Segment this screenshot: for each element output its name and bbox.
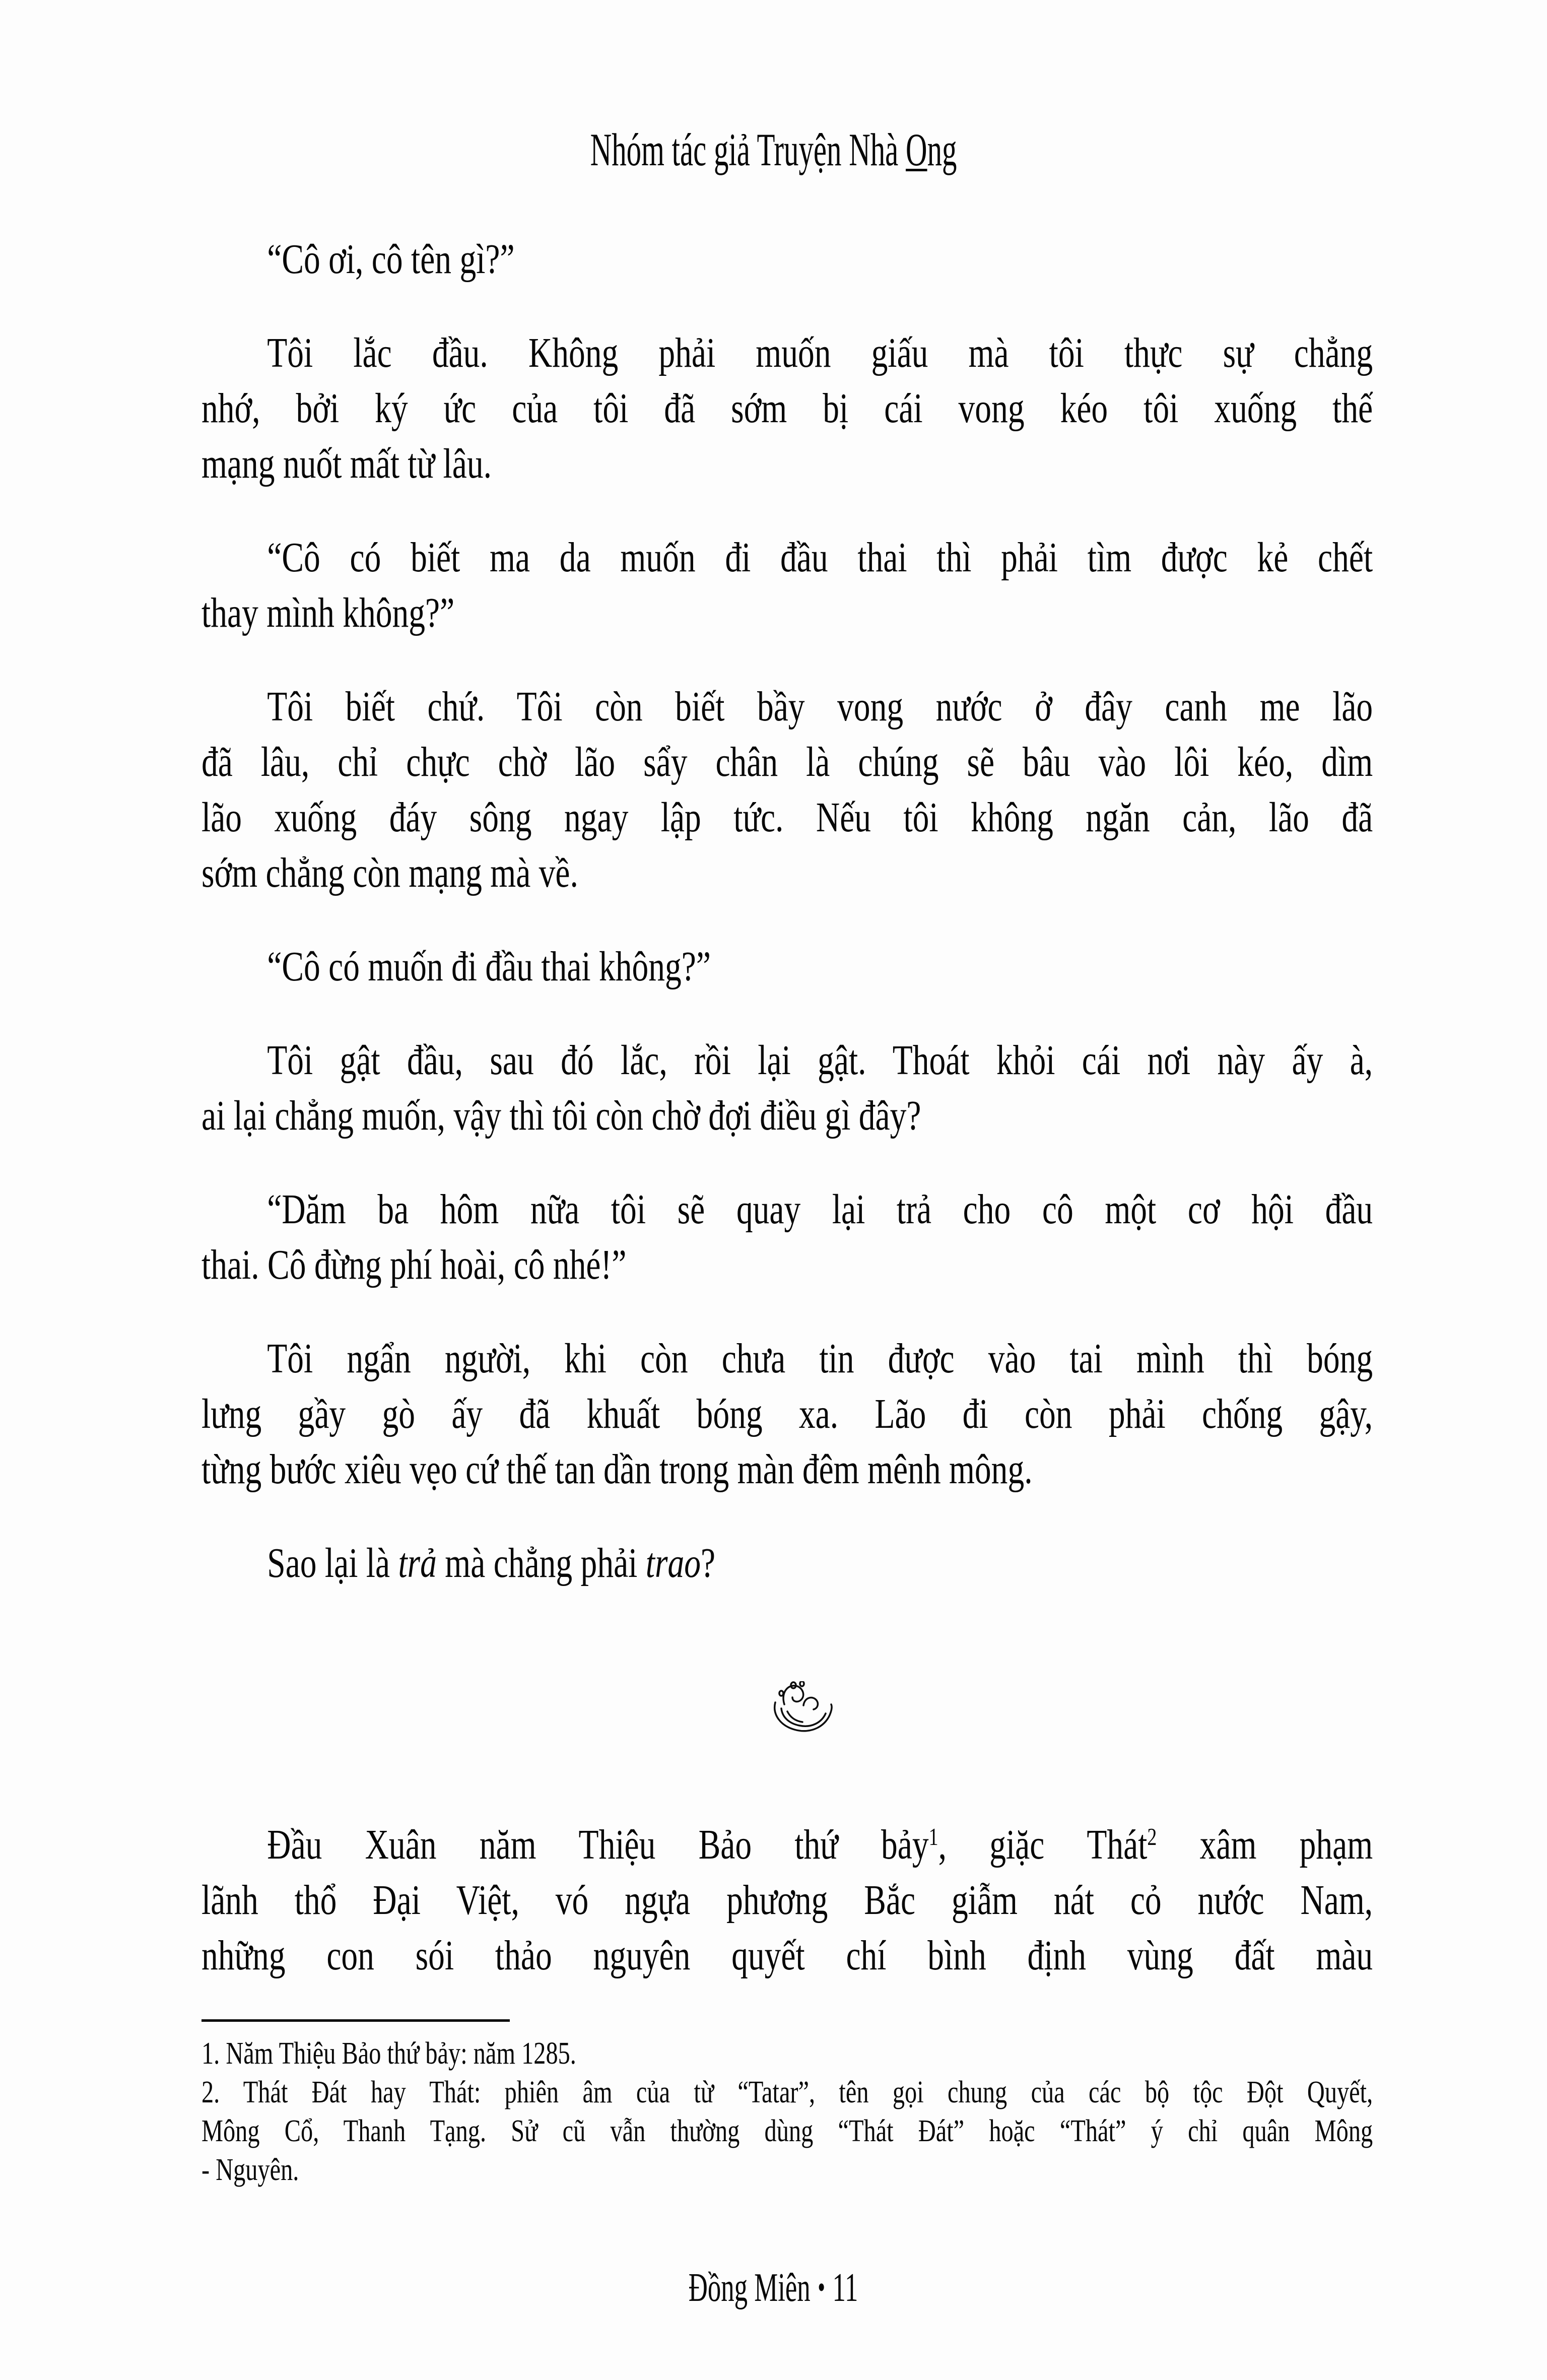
text-line: 1. Năm Thiệu Bảo thứ bảy: năm 1285. — [201, 2036, 576, 2071]
paragraph — [201, 232, 1373, 287]
body-text — [201, 232, 1373, 1591]
text-line: lão xuống đáy sông ngay lập tức. Nếu tôi không ngăn cản, lão đã — [201, 794, 1373, 841]
text-line: những con sói thảo nguyên quyết chí bình định vùng đất màu — [201, 1932, 1373, 1979]
paragraph — [201, 530, 1373, 641]
paragraph — [201, 2034, 1373, 2073]
section-break-ornament — [201, 1681, 1373, 1732]
text-line: - Nguyên. — [201, 2153, 299, 2187]
text-line: lãnh thổ Đại Việt, vó ngựa phương Bắc giẫm nát cỏ nước Nam, — [201, 1877, 1373, 1924]
paragraph — [201, 939, 1373, 995]
wave-splash-icon — [763, 1681, 839, 1734]
text-line: Tôi lắc đầu. Không phải muốn giấu mà tôi thực sự chẳng — [267, 329, 1373, 376]
text-line: Mông Cổ, Thanh Tạng. Sử cũ vẫn thường dùng “Thát Đát” hoặc “Thát” ý chỉ quân Mông — [201, 2114, 1373, 2148]
paragraph — [201, 325, 1373, 492]
running-head — [0, 122, 1547, 177]
text-line: Sao lại là trả mà chẳng phải trao? — [267, 1540, 716, 1586]
text-line: thay mình không?” — [201, 589, 455, 636]
paragraph — [201, 1182, 1373, 1293]
body-text-continued — [201, 1817, 1373, 1984]
footnote-separator — [201, 2019, 510, 2022]
text-line: sớm chẳng còn mạng mà về. — [201, 849, 578, 896]
text-line: lưng gầy gò ấy đã khuất bóng xa. Lão đi còn phải chống gậy, — [201, 1391, 1373, 1437]
text-line: Tôi gật đầu, sau đó lắc, rồi lại gật. Thoát khỏi cái nơi này ấy à, — [267, 1037, 1373, 1084]
text-line: từng bước xiêu vẹo cứ thế tan dần trong màn đêm mênh mông. — [201, 1446, 1033, 1493]
paragraph — [201, 1033, 1373, 1144]
footnotes — [201, 2034, 1373, 2190]
text-line: Tôi biết chứ. Tôi còn biết bầy vong nước ở đây canh me lão — [267, 683, 1373, 730]
footer-page-number: 11 — [832, 2266, 858, 2310]
text-line: “Cô có biết ma da muốn đi đầu thai thì phải tìm được kẻ chết — [267, 534, 1373, 581]
text-line: nhớ, bởi ký ức của tôi đã sớm bị cái vong kéo tôi xuống thế — [201, 385, 1373, 432]
paragraph — [201, 679, 1373, 901]
paragraph — [201, 1331, 1373, 1497]
footer-separator-dot: • — [818, 2269, 826, 2305]
text-line: “Cô có muốn đi đầu thai không?” — [267, 943, 711, 990]
text-line: Tôi ngẩn người, khi còn chưa tin được vào tai mình thì bóng — [267, 1335, 1373, 1382]
paragraph — [201, 2073, 1373, 2190]
paragraph — [201, 1817, 1373, 1984]
running-head-text: Nhóm tác giả Truyện Nhà Ong — [590, 124, 957, 175]
page-footer — [0, 2263, 1547, 2312]
page-content — [201, 232, 1373, 2190]
text-line: mạng nuốt mất từ lâu. — [201, 440, 492, 487]
paragraph — [201, 1536, 1373, 1591]
text-line: “Cô ơi, cô tên gì?” — [267, 236, 515, 283]
text-line: thai. Cô đừng phí hoài, cô nhé!” — [201, 1241, 627, 1288]
text-line: Đầu Xuân năm Thiệu Bảo thứ bảy$^1$, giặc Thát$^2$ xâm phạm — [267, 1821, 1373, 1868]
text-line: “Dăm ba hôm nữa tôi sẽ quay lại trả cho cô một cơ hội đầu — [267, 1186, 1373, 1233]
text-line: 2. Thát Đát hay Thát: phiên âm của từ “Tatar”, tên gọi chung của các bộ tộc Đột Quyết, — [201, 2075, 1373, 2109]
text-line: ai lại chẳng muốn, vậy thì tôi còn chờ đợi điều gì đây? — [201, 1092, 921, 1139]
text-line: đã lâu, chỉ chực chờ lão sẩy chân là chúng sẽ bâu vào lôi kéo, dìm — [201, 739, 1373, 785]
footer-text — [689, 2263, 858, 2312]
footer-book-title: Đồng Miên — [689, 2266, 811, 2310]
